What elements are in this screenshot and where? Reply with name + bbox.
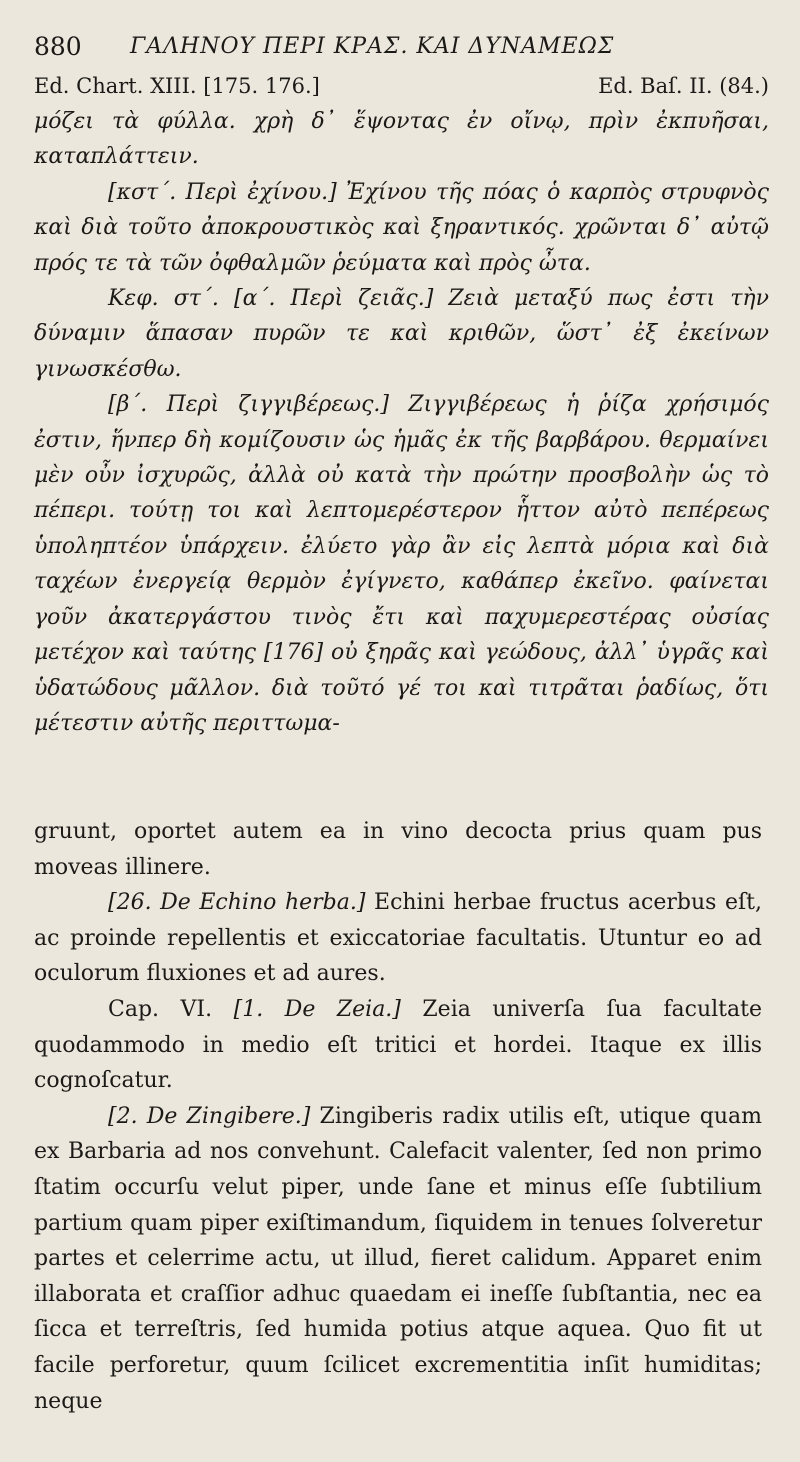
section-marker: [26. De Echino herba.]	[108, 890, 366, 916]
paragraph-text: Echini herbae fructus acerbus eſt, ac proinde repellentis et exiccatoriae facultatis. Utuntur eo ad oculorum fluxiones et ad aures.	[34, 890, 762, 987]
paragraph-text: Zingiberis radix utilis eſt, utique quam ex Barbaria ad nos convehunt. Calefacit valenter, ſed non primo ſtatim occurſu velut piper, unde ſane et minus eſſe ſubtilium partium quam piper exiſtimandum, ſiquidem in tenues ſolveretur partes et celerrime actu, ut illud, fieret calidum. Apparet enim illaborata et craſſior adhuc quaedam ei ineſſe ſubſtantia, nec ea ſicca et terreſtris, ſed humida potius atque aquea. Quo fit ut facile perforetur, quum ſcilicet excrementitia inſit humiditas; neque	[34, 1103, 762, 1414]
edition-reference-line	[34, 74, 769, 106]
edition-basel-reference: Ed. Baſ. II. (84.)	[598, 74, 769, 98]
running-title: ΓΑΛΗΝΟΥ ΠΕΡΙ ΚΡΑΣ. ΚΑΙ ΔΥΝΑΜΕΩΣ	[130, 34, 615, 59]
greek-paragraph: Κεφ. στ΄. [α΄. Περὶ ζειᾶς.] Ζειὰ μεταξύ πως ἐστι τὴν δύναμιν ἅπασαν πυρῶν τε καὶ κριθῶν, ὥστ᾽ ἐξ ἐκείνων γινωσκέσθω.	[34, 286, 769, 382]
paragraph-text: Zeia univerſa ſua facultate quodammodo in medio eſt tritici et hordei. Itaque ex illis cognoſcatur.	[34, 996, 762, 1094]
latin-paragraph	[34, 885, 762, 992]
greek-text-block	[34, 104, 769, 741]
edition-chart-reference: Ed. Chart. XIII. [175. 176.]	[34, 74, 320, 98]
greek-paragraph: [β΄. Περὶ ζιγγιβέρεως.] Ζιγγιβέρεως ἡ ῥίζα χρήσιμός ἐστιν, ἥνπερ δὴ κομίζουσιν ὡς ἡμᾶς ἐκ τῆς βαρβάρου. θερμαίνει μὲν οὖν ἰσχυρῶς, ἀλλὰ οὐ κατὰ τὴν πρώτην προσβολὴν ὡς τὸ πέπερι. τούτῃ τοι καὶ λεπτομερέστερον ἧττον αὐτὸ πεπέρεως ὑποληπτέον ὑπάρχειν. ἐλύετο γὰρ ἂν εἰς λεπτὰ μόρια καὶ διὰ ταχέων ἐνεργείᾳ θερμὸν ἐγίγνετο, καθάπερ ἐκεῖνο. φαίνεται γοῦν ἀκατεργάστου τινὸς ἔτι καὶ παχυμερεστέρας οὐσίας μετέχον καὶ ταύτης [176] οὐ ξηρᾶς καὶ γεώδους, ἀλλ᾽ ὑγρᾶς καὶ ὑδατώδους μᾶλλον. διὰ τοῦτό γέ τοι καὶ τιτρᾶται ῥαδίως, ὅτι μέτεστιν αὐτῆς περιττωμα-	[34, 392, 769, 736]
latin-paragraph	[34, 992, 762, 1099]
latin-text-block	[34, 814, 762, 1419]
chapter-label: Cap. VI.	[108, 996, 234, 1022]
latin-paragraph: gruunt, oportet autem ea in vino decocta prius quam pus moveas illinere.	[34, 819, 762, 880]
greek-paragraph: μόζει τὰ φύλλα. χρὴ δ᾽ ἕψοντας ἐν οἴνῳ, πρὶν ἐκπυῆσαι, καταπλάττειν.	[34, 109, 769, 170]
greek-paragraph: [κστ΄. Περὶ ἐχίνου.] Ἐχίνου τῆς πόας ὁ καρπὸς στρυφνὸς καὶ διὰ τοῦτο ἀποκρουστικὸς καὶ ξηραντικός. χρῶνται δ᾽ αὐτῷ πρός τε τὰ τῶν ὀφθαλμῶν ῥεύματα καὶ πρὸς ὦτα.	[34, 179, 769, 276]
latin-paragraph	[34, 1099, 762, 1419]
page-number: 880	[34, 32, 82, 61]
section-marker: [1. De Zeia.]	[233, 996, 401, 1022]
section-marker: [2. De Zingibere.]	[108, 1103, 311, 1129]
page-header	[34, 30, 774, 66]
